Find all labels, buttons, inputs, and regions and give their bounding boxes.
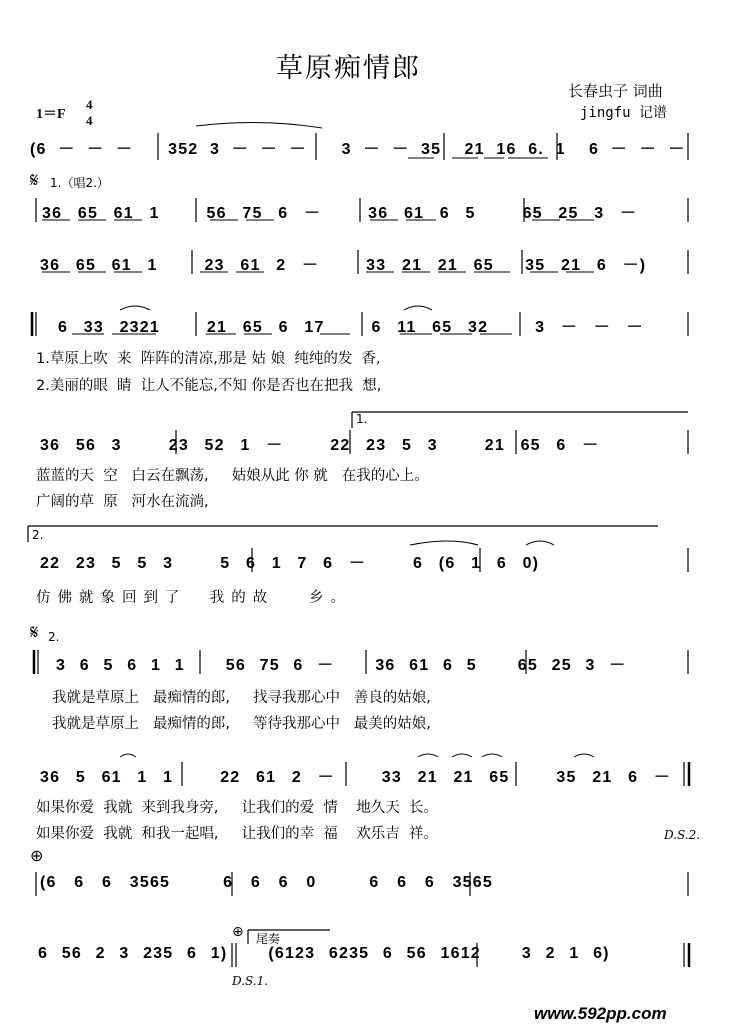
score-row-10: 6 56 2 3 235 6 1) (6123 6235 6 56 1612 3 2 1 6) xyxy=(38,945,610,962)
segno-icon: 𝄋 xyxy=(30,168,39,192)
song-title: 草原痴情郎 xyxy=(276,53,421,84)
time-signature-top: 4 xyxy=(86,97,93,112)
score-row-2: 36 65 61 1 56 75 6 － 36 61 6 5 65 25 3 － xyxy=(42,205,638,222)
credit-lyrics-music: 长春虫子 词曲 xyxy=(568,82,663,100)
dal-segno-1-mark: D.S.1. xyxy=(232,974,269,988)
watermark-text: www.592pp.com xyxy=(534,1004,667,1023)
score-row-9: (6 6 6 3565 6 6 6 0 6 6 6 3565 xyxy=(40,874,493,891)
credit-transcriber: jingfu 记谱 xyxy=(580,105,668,121)
score-row-5: 36 56 3 23 52 1 － 22 23 5 3 21 65 6 － xyxy=(40,437,600,454)
second-ending-label: 2. xyxy=(32,528,44,542)
row4-lyric-verse-2: 2.美丽的眼 睛 让人不能忘,不知 你是否也在把我 想, xyxy=(36,378,382,394)
row2-repeat-mark: 1.（唱2.） xyxy=(50,176,109,190)
row7-repeat-mark: 2. xyxy=(48,630,60,644)
row6-lyric: 仿佛就象回到了 我的故 乡。 xyxy=(36,590,353,606)
dal-segno-2-mark: D.S.2. xyxy=(664,828,701,842)
first-ending-label: 1. xyxy=(356,412,368,426)
segno-icon: 𝄋 xyxy=(30,620,39,644)
coda-icon: ⊕ xyxy=(30,846,44,865)
score-row-6: 22 23 5 5 3 5 6 1 7 6 － 6 (6 1 6 0) xyxy=(40,555,540,572)
score-row-8: 36 5 61 1 1 22 61 2 － 33 21 21 65 35 21 6 － xyxy=(40,769,672,786)
row7-lyric-verse-2: 我就是草原上 最痴情的郎, 等待我那心中 最美的姑娘, xyxy=(52,716,431,732)
coda-icon: ⊕ xyxy=(232,924,244,940)
row8-lyric-verse-2: 如果你爱 我就 和我一起唱, 让我们的幸 福 欢乐吉 祥。 xyxy=(36,826,438,842)
score-row-3: 36 65 61 1 23 61 2 － 33 21 21 65 35 21 6 －) xyxy=(40,257,647,274)
score-row-4: 6 33 2321 21 65 6 17 6 11 65 32 3 － － － xyxy=(58,319,644,336)
key-signature: 1＝F xyxy=(36,107,66,122)
time-signature-bottom: 4 xyxy=(86,113,93,128)
row4-lyric-verse-1: 1.草原上吹 来 阵阵的清凉,那是 姑 娘 纯纯的发 香, xyxy=(36,351,381,367)
row8-lyric-verse-1: 如果你爱 我就 来到我身旁, 让我们的爱 情 地久天 长。 xyxy=(36,800,438,816)
outro-label: 尾奏 xyxy=(256,932,281,946)
row5-lyric-verse-2: 广阔的草 原 河水在流淌, xyxy=(36,494,209,510)
row7-lyric-verse-1: 我就是草原上 最痴情的郎, 找寻我那心中 善良的姑娘, xyxy=(52,690,431,706)
score-row-1: (6 － － － 352 3 － － － 3 － － 35 21 16 6. 1 6 － － － xyxy=(30,141,686,158)
score-row-7: 3 6 5 6 1 1 56 75 6 － 36 61 6 5 65 25 3 － xyxy=(56,657,627,674)
row5-lyric-verse-1: 蓝蓝的天 空 白云在飘荡, 姑娘从此 你 就 在我的心上。 xyxy=(36,468,429,484)
